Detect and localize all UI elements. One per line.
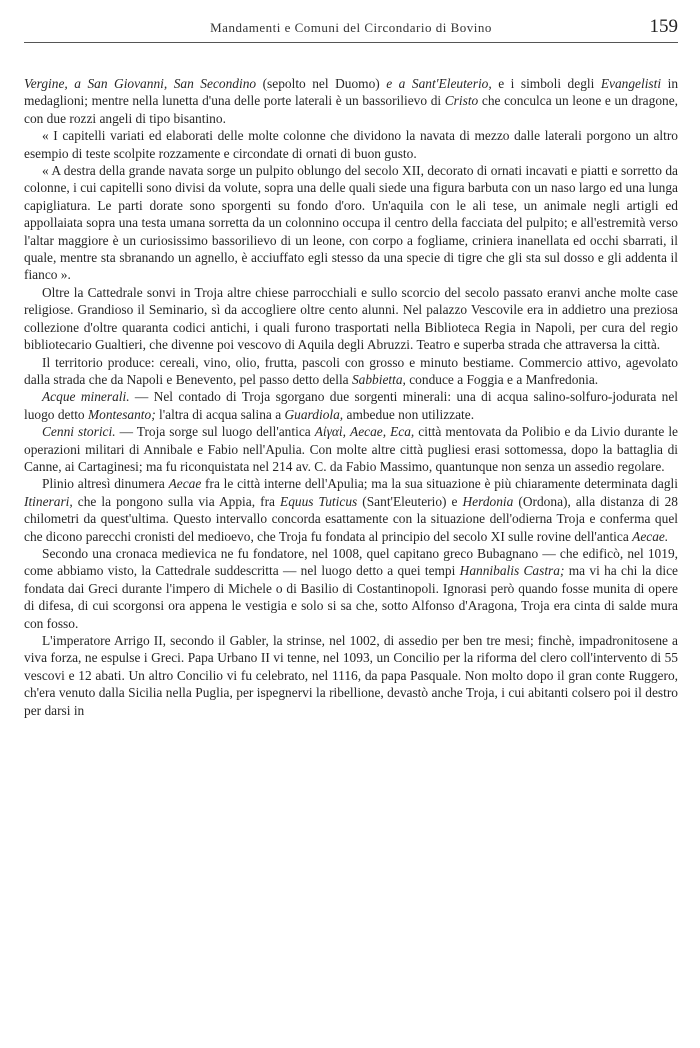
italic-text: Cristo [444, 93, 479, 109]
text-run: conduce a Foggia e a Manfredonia. [405, 371, 599, 387]
text-run: « I capitelli variati ed elaborati delle molte colonne che dividono la navata di mezzo dalle laterali porgono un altro esempio di teste scolpite rozzamente e circondate di ornati di buon gusto. [24, 128, 682, 161]
text-run: Secondo una cronaca medievica ne fu fondatore, nel 1008, quel capitano greco Bubagnano — che edificò, nel 1019, come abbiamo visto, la Cattedrale suddescritta — nel luogo detto a quei tempi [24, 545, 682, 579]
text-run: L'imperatore Arrigo II, secondo il Gabler, la strinse, nel 1002, di assedio per ben tre mesi; finchè, impadronitosene a viva forza, ne espulse i Greci. Papa Urbano II vi tenne, nel 1093, un Concilio per la riforma del clero coll'intervento di 55 vescovi e 12 abati. Un altro Concilio vi fu celebrato, nel 1116, da papa Pasquale. Non molto dopo il gran conte Ruggero, ch'era venuto dalla Sicilia nella Puglia, per ispegnervi la ribellione, devastò anche Troja, i cui abitanti colsero poi il destro per darsi in [24, 633, 682, 718]
text-run: (Ordona), alla distanza di 28 chilometri da quest'ultima. Questo intervallo concorda esattamente con la situazione dell'odierna Troja e conferma quel che dicono parecchi cronisti del medioevo, che Troja fu fondata al principio del secolo XI sulle rovine dell'antica [24, 493, 682, 544]
paragraph [24, 162, 682, 284]
text-run: ma vi ha chi la dice fondata dai Greci durante l'impero di Michele o di Basilio di Costantinopoli. Ignorasi però quando fosse munita di opere di difesa, di cui scorgonsi ora appena le vestigia e solo si sa che, sotto Alfonso d'Aragona, Troja era cinta di salde mura con fosso. [24, 563, 682, 631]
text-run: Il territorio produce: cereali, vino, olio, frutta, pascoli con grosso e minuto bestiame. Commercio attivo, agevolato dalla strada che da Napoli e Benevento, pel passo detto della [24, 354, 682, 387]
text-run: (Sant'Eleuterio) e [357, 493, 463, 509]
italic-text: Hannibalis Castra; [459, 563, 565, 579]
italic-text: Aecae [168, 476, 202, 492]
paragraph [24, 423, 682, 475]
italic-text: Αἰγαὶ, [314, 424, 346, 440]
text-run: e i simboli degli [491, 76, 601, 91]
page [24, 16, 682, 719]
text-run: fra le città interne dell'Apulia; ma la sua situazione è più chiaramente determinata dagli [201, 476, 682, 492]
italic-text: Montesanto; [87, 406, 156, 422]
text-run: Oltre la Cattedrale sonvi in Troja altre chiese parrocchiali e sullo scorcio del secolo passato eranvi anche molte case religiose. Grandioso il Seminario, sì da accogliere oltre cento alunni. Nel palazzo Vescovile era in addietro una preziosa collezione d'oltre quaranta codici antichi, i quali furono trasportati nella Biblioteca Regia in Napoli, per cura del regio bibliotecario Gualtieri, che divenne poi vescovo di Aquila degli Abruzzi. Teatro e superba strada che attraversa la città. [24, 284, 682, 353]
italic-text: e a Sant'Eleuterio, [386, 76, 492, 91]
text-run: città mentovata da Polibio e da Livio durante le operazioni militari di Annibale e Fabio nell'Apulia. Con molte altre città pugliesi erasi sottomessa, dopo la battaglia di Canne, ai Cartaginesi; ma fu riconquistata nel 214 av. C. da Fabio Massimo, quantunque non senza un assedio regolare. [24, 424, 682, 474]
text-run: Plinio altresì dinumera [42, 476, 169, 492]
italic-text: Evangelisti [600, 76, 662, 91]
text-run: che la pongono sulla via Appia, fra [72, 493, 281, 509]
paragraph [24, 75, 682, 127]
italic-text: Guardiola, [284, 406, 344, 422]
text-run: l'altra di acqua salina a [155, 406, 285, 422]
paragraph [24, 632, 682, 719]
text-run: che conculca un leone e un dragone, con due rozzi angeli di tipo bisantino. [24, 93, 682, 126]
text-run: — Troja sorge sul luogo dell'antica [115, 424, 315, 440]
italic-text: Cenni storici. [42, 424, 116, 440]
paragraph [24, 354, 682, 389]
page-header [24, 16, 678, 43]
text-run: in medaglioni; mentre nella lunetta d'una delle porte laterali è un bassorilievo di [24, 76, 682, 109]
running-head: Mandamenti e Comuni del Circondario di Bovino [210, 20, 492, 35]
italic-text: Equus Tuticus [280, 493, 358, 509]
italic-text: Sabbietta, [351, 371, 406, 387]
paragraph [24, 388, 682, 423]
text-run: « A destra della grande navata sorge un pulpito oblungo del secolo XII, decorato di ornati incavati e piatti e sorretto da colonne, i cui capitelli sono divisi da volute, sopra una delle quali siede una figura barbuta con un naso largo ed una lunga capigliatura. Le parti dorate sono sporgenti su fondo d'oro. Un'aquila con le ali tese, un animale negli artigli ed appollaiata sopra una testa umana sorretta da un colonnino occupa il centro della facciata del pulpito; e all'estremità verso l'altar maggiore è un curiosissimo bassorilievo di un leone, con corpo a fogliame, criniera inanellata ed occhi sbarrati, il quale, mentre sta sbranando un agnello, è acciuffato egli stesso da una specie di tigre che gli sta sul dosso e gli addenta il fianco ». [24, 163, 682, 283]
text-run: — Nel contado di Troja sgorgano due sorgenti minerali: una di acqua salino-solfuro-jodurata nel luogo detto [24, 389, 682, 422]
text-run: ambedue non utilizzate. [343, 406, 475, 422]
paragraph [24, 127, 682, 162]
paragraph [24, 545, 682, 632]
italic-text: Itinerari, [24, 493, 73, 509]
body-text [24, 75, 682, 719]
italic-text: Aecae. [632, 528, 669, 544]
page-number: 159 [649, 16, 678, 37]
italic-text: Vergine, a San Giovanni, San Secondino [24, 76, 257, 91]
italic-text: Herdonia [462, 493, 514, 509]
paragraph [24, 475, 682, 545]
paragraph [24, 284, 682, 354]
italic-text: Acque minerali. [42, 389, 130, 405]
text-run: (sepolto nel Duomo) [256, 76, 387, 91]
italic-text: Aecae, Eca, [350, 424, 415, 440]
